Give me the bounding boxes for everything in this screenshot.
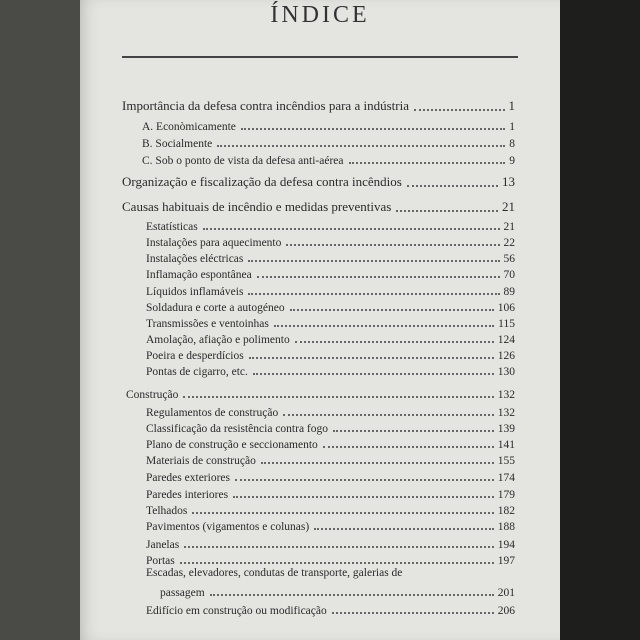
toc-entry <box>122 98 515 114</box>
toc-page: 194 <box>497 539 515 551</box>
toc-entry <box>122 199 515 215</box>
toc-entry <box>146 233 515 249</box>
toc-entry <box>146 298 515 314</box>
leader-dots <box>248 292 499 295</box>
toc-entry <box>146 265 515 281</box>
toc-entry <box>122 174 515 190</box>
toc-entry <box>146 249 515 265</box>
leader-dots <box>407 184 498 187</box>
leader-dots <box>414 108 505 111</box>
toc-page: 22 <box>503 237 515 249</box>
toc-label: Paredes exteriores <box>146 472 230 484</box>
toc-label: Poeira e desperdícios <box>146 350 244 362</box>
leader-dots <box>261 461 494 464</box>
toc-entry <box>146 517 515 533</box>
toc-label: Amolação, afiação e polimento <box>146 334 290 346</box>
toc-page: 197 <box>497 555 515 567</box>
toc-entry <box>146 485 515 501</box>
toc-label: Organização e fiscalização da defesa contra incêndios <box>122 174 402 189</box>
toc-entry <box>146 468 515 484</box>
toc-page: 130 <box>497 366 515 378</box>
toc-page: 188 <box>497 521 515 533</box>
toc-entry <box>146 435 515 451</box>
leader-dots <box>253 372 494 375</box>
toc-entry <box>146 346 515 362</box>
toc-entry <box>146 217 515 233</box>
leader-dots <box>235 478 494 481</box>
toc-label: Regulamentos de construção <box>146 407 279 419</box>
toc-label: A. Econòmicamente <box>142 121 236 133</box>
toc-label: Líquidos inflamáveis <box>146 286 244 298</box>
toc-entry <box>126 385 515 401</box>
toc-page: 124 <box>497 334 515 346</box>
toc-entry <box>160 583 515 599</box>
toc-entry <box>146 551 515 567</box>
toc-entry <box>146 330 515 346</box>
toc-entry <box>146 601 515 617</box>
toc-entry <box>146 451 515 467</box>
toc-label: Janelas <box>146 539 180 551</box>
leader-dots <box>332 611 494 614</box>
toc-label: Plano de construção e seccionamento <box>146 439 318 451</box>
toc-label: Inflamação espontânea <box>146 269 252 281</box>
right-dark-background <box>560 0 640 640</box>
toc-page: 106 <box>497 302 515 314</box>
leader-dots <box>248 259 499 262</box>
toc-page: 182 <box>497 505 515 517</box>
toc-page: 126 <box>497 350 515 362</box>
toc-entry <box>146 282 515 298</box>
toc-page: 21 <box>503 221 515 233</box>
toc-label: Transmissões e ventoinhas <box>146 318 269 330</box>
toc-page: 115 <box>498 318 515 330</box>
toc-page: 201 <box>497 587 515 599</box>
leader-dots <box>349 161 506 164</box>
toc-label: Pavimentos (vigamentos e colunas) <box>146 521 310 533</box>
leader-dots <box>274 324 494 327</box>
leader-dots <box>396 209 498 212</box>
toc-entry-wrapped-line <box>146 567 476 579</box>
toc-label: Paredes interiores <box>146 489 229 501</box>
toc-entry <box>146 314 515 330</box>
leader-dots <box>241 127 505 130</box>
toc-label: Estatísticas <box>146 221 198 233</box>
toc-page: 141 <box>497 439 515 451</box>
toc-page: 89 <box>503 286 515 298</box>
toc-label: Soldadura e corte a autogéneo <box>146 302 285 314</box>
toc-page: 70 <box>503 269 515 281</box>
toc-page: 13 <box>502 174 515 189</box>
toc-label: Telhados <box>146 505 188 517</box>
toc-label: Causas habituais de incêndio e medidas preventivas <box>122 199 392 214</box>
leader-dots <box>283 413 494 416</box>
toc-entry <box>146 362 515 378</box>
leader-dots <box>249 356 494 359</box>
leader-dots <box>180 561 494 564</box>
toc-label: B. Socialmente <box>142 138 213 150</box>
leader-dots <box>184 545 494 548</box>
toc-page: 1 <box>509 121 515 133</box>
title-rule <box>122 56 518 58</box>
toc-label: Escadas, elevadores, condutas de transporte, galerias de <box>146 567 403 579</box>
leader-dots <box>323 445 494 448</box>
leader-dots <box>210 593 494 596</box>
leader-dots <box>217 144 505 147</box>
toc-label: Portas <box>146 555 175 567</box>
toc-entry <box>146 419 515 435</box>
toc-label: Pontas de cigarro, etc. <box>146 366 248 378</box>
leader-dots <box>333 429 494 432</box>
toc-entry <box>146 403 515 419</box>
toc-label: Instalações eléctricas <box>146 253 244 265</box>
toc-entry <box>146 535 515 551</box>
leader-dots <box>183 395 493 398</box>
left-page-edge <box>0 0 80 640</box>
leader-dots <box>233 495 494 498</box>
toc-page: 1 <box>508 98 515 113</box>
toc-label: C. Sob o ponto de vista da defesa anti-aérea <box>142 155 344 167</box>
toc-label: Classificação da resistência contra fogo <box>146 423 329 435</box>
toc-page: 174 <box>497 472 515 484</box>
toc-page: 9 <box>509 155 515 167</box>
toc-label: Instalações para aquecimento <box>146 237 282 249</box>
leader-dots <box>286 243 499 246</box>
leader-dots <box>192 511 493 514</box>
toc-entry <box>142 151 515 167</box>
toc-label: Importância da defesa contra incêndios para a indústria <box>122 98 409 113</box>
leader-dots <box>295 340 494 343</box>
toc-entry <box>142 117 515 133</box>
toc-page: 8 <box>509 138 515 150</box>
toc-label: Materiais de construção <box>146 455 256 467</box>
toc-page: 155 <box>497 455 515 467</box>
toc-page: 21 <box>502 199 515 214</box>
leader-dots <box>257 275 500 278</box>
toc-label: passagem <box>160 587 205 599</box>
page-title: ÍNDICE <box>270 2 370 28</box>
toc-page: 56 <box>503 253 515 265</box>
toc-entry <box>142 134 515 150</box>
toc-page: 179 <box>497 489 515 501</box>
leader-dots <box>314 527 494 530</box>
toc-label: Construção <box>126 389 179 401</box>
leader-dots <box>203 227 500 230</box>
toc-page: 139 <box>497 423 515 435</box>
toc-label: Edifício em construção ou modificação <box>146 605 327 617</box>
toc-page: 132 <box>497 389 515 401</box>
toc-page: 132 <box>497 407 515 419</box>
leader-dots <box>290 308 494 311</box>
toc-entry <box>146 501 515 517</box>
toc-page: 206 <box>497 605 515 617</box>
